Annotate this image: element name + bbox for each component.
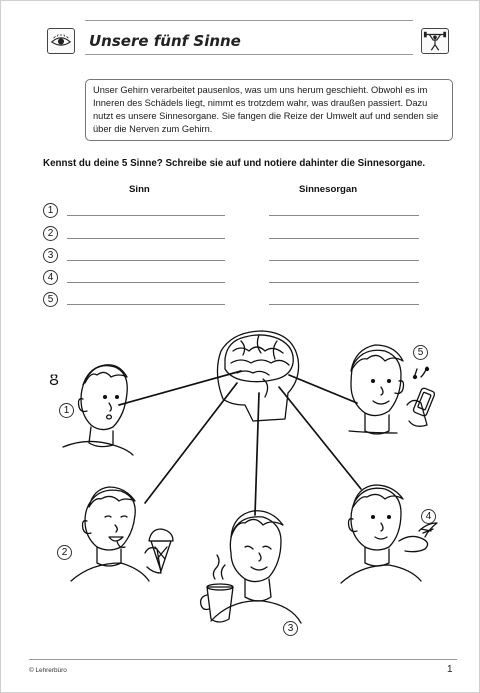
- phone-icon: [407, 367, 435, 426]
- page-number: 1: [447, 664, 453, 675]
- copyright-text: © Lehrerbüro: [29, 667, 67, 674]
- illustration-label-5: 5: [413, 345, 428, 360]
- row-number-5: 5: [43, 292, 58, 307]
- row-number-4: 4: [43, 270, 58, 285]
- illustration-label-2: 2: [57, 545, 72, 560]
- connector-lines: [119, 371, 361, 515]
- illustration-label-3: 3: [283, 621, 298, 636]
- boy-smelling-coffee-icon: [201, 511, 301, 623]
- footer-rule: [29, 659, 457, 660]
- bee-icon: [51, 375, 58, 385]
- boy-touching-feather-icon: [341, 485, 437, 583]
- boy-eating-icecream-icon: [71, 487, 173, 581]
- column-header-sinn: Sinn: [129, 184, 150, 195]
- icecream-icon: [145, 529, 173, 573]
- row-number-2: 2: [43, 226, 58, 241]
- senses-illustration: [1, 1, 480, 693]
- coffee-cup-icon: [201, 555, 233, 622]
- intro-text: Unser Gehirn verarbeitet pausenlos, was um uns herum geschieht. Obwohl es im Inneren des Schädels liegt, nimmt es trotzdem wahr, was draußen passiert. Dazu nutzt es unsere Sinnesorgane. Sie fangen die Reize der Umwelt auf und senden sie über die Nerven zum Gehirn.: [93, 85, 439, 134]
- column-header-sinnesorgan: Sinnesorgan: [299, 184, 358, 195]
- row-number-3: 3: [43, 248, 58, 263]
- hand-feather-icon: [399, 523, 437, 552]
- illustration-label-1: 1: [59, 403, 74, 418]
- task-instruction: Kennst du deine 5 Sinne? Schreibe sie auf und notiere dahinter die Sinnesorgane.: [43, 158, 426, 169]
- page-title: Unsere fünf Sinne: [89, 32, 241, 50]
- illustration-label-4: 4: [421, 509, 436, 524]
- row-number-1: 1: [43, 203, 58, 218]
